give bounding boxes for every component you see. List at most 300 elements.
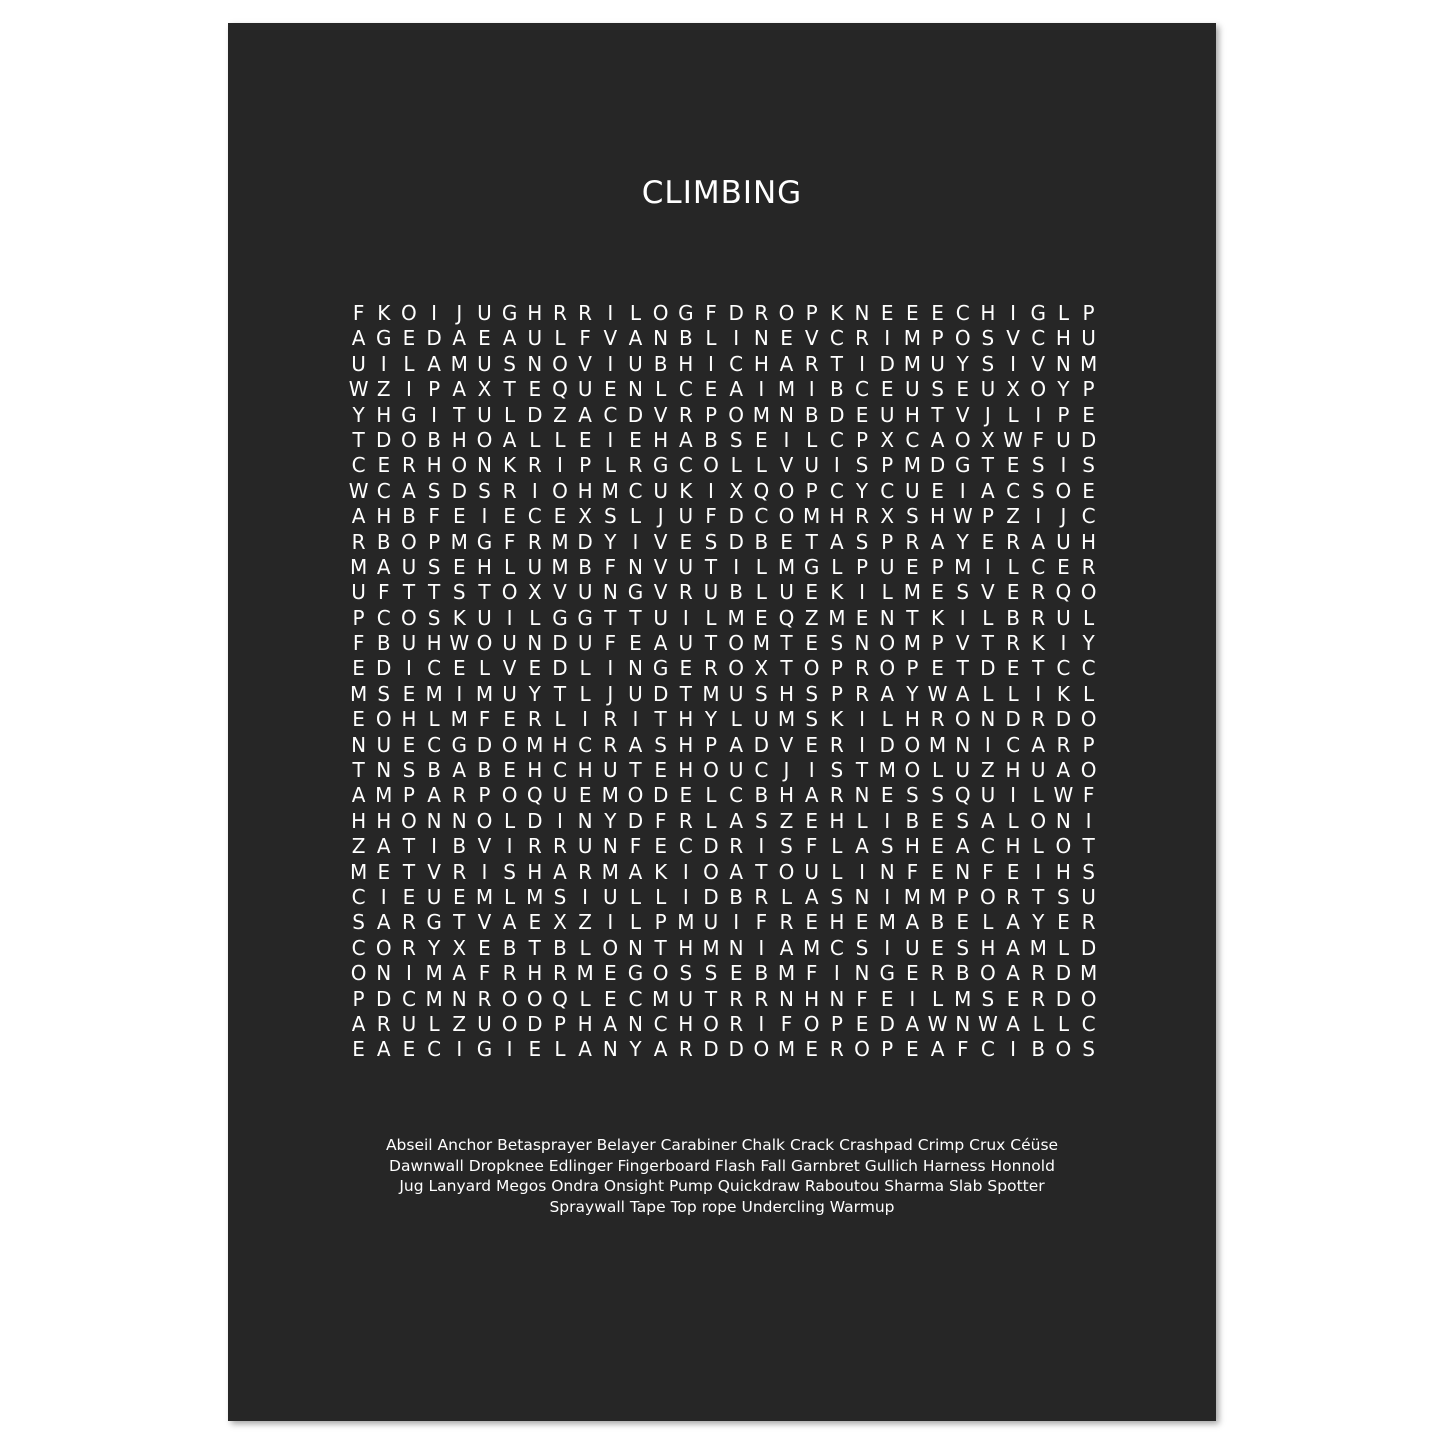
grid-letter: E: [931, 580, 944, 605]
grid-letter: L: [1007, 808, 1019, 833]
grid-letter: R: [502, 961, 517, 986]
grid-letter: D: [1080, 427, 1097, 452]
grid-letter: R: [729, 1011, 744, 1036]
grid-letter: G: [426, 910, 442, 935]
grid-letter: N: [627, 656, 643, 681]
grid-letter: S: [830, 631, 844, 656]
grid-letter: J: [1060, 504, 1067, 529]
grid-letter: P: [553, 1011, 566, 1036]
grid-letter: C: [1006, 732, 1021, 757]
grid-row: [346, 961, 1101, 986]
grid-letter: H: [678, 758, 694, 783]
grid-letter: V: [653, 529, 668, 554]
grid-letter: F: [705, 301, 717, 325]
grid-letter: P: [931, 326, 944, 351]
grid-letter: B: [376, 631, 391, 656]
grid-letter: P: [830, 1011, 843, 1036]
grid-letter: T: [981, 453, 994, 478]
grid-letter: O: [1080, 580, 1097, 605]
grid-letter: O: [703, 1011, 719, 1036]
grid-letter: L: [554, 707, 566, 732]
grid-letter: O: [501, 986, 518, 1011]
grid-letter: Y: [1057, 377, 1070, 402]
grid-letter: P: [1082, 377, 1095, 402]
grid-letter: I: [909, 986, 916, 1011]
grid-letter: O: [476, 808, 493, 833]
grid-letter: D: [728, 301, 744, 325]
grid-letter: O: [703, 859, 719, 884]
grid-letter: A: [804, 884, 819, 909]
grid-letter: R: [578, 859, 593, 884]
grid-letter: I: [733, 326, 740, 351]
grid-letter: E: [906, 1037, 919, 1062]
grid-letter: M: [777, 961, 796, 986]
grid-letter: E: [402, 884, 416, 909]
grid-letter: I: [380, 884, 387, 909]
grid-letter: M: [777, 707, 796, 732]
grid-letter: U: [401, 554, 417, 579]
grid-letter: S: [1057, 884, 1070, 909]
grid-letter: F: [654, 808, 667, 833]
grid-row: [346, 809, 1101, 834]
grid-letter: D: [476, 732, 493, 757]
grid-letter: J: [456, 301, 463, 325]
grid-letter: U: [477, 1011, 492, 1036]
grid-letter: E: [578, 783, 592, 808]
grid-letter: L: [1082, 681, 1095, 706]
grid-letter: G: [451, 732, 468, 757]
grid-letter: T: [679, 681, 692, 706]
grid-letter: M: [928, 884, 947, 909]
grid-letter: T: [956, 656, 969, 681]
grid-letter: E: [780, 326, 793, 351]
grid-letter: H: [527, 758, 543, 783]
grid-letter: E: [1006, 986, 1020, 1011]
grid-letter: D: [426, 326, 442, 351]
grid-letter: I: [431, 834, 438, 859]
grid-letter: V: [955, 402, 970, 427]
grid-letter: I: [859, 351, 865, 376]
grid-letter: W: [927, 681, 948, 706]
grid-letter: C: [955, 301, 970, 325]
grid-row: [346, 860, 1101, 885]
grid-letter: I: [859, 707, 865, 732]
grid-letter: C: [678, 453, 693, 478]
grid-letter: L: [1057, 1011, 1069, 1036]
grid-row: [346, 377, 1101, 402]
grid-letter: L: [780, 884, 793, 909]
grid-letter: C: [829, 326, 844, 351]
grid-letter: O: [1055, 1037, 1072, 1062]
word-list-line: Abseil Anchor Betasprayer Belayer Carabiner Chalk Crack Crashpad Crimp Crux Céüse: [385, 1136, 1059, 1154]
grid-letter: B: [427, 427, 441, 452]
grid-letter: H: [904, 834, 920, 859]
grid-letter: I: [1035, 681, 1042, 706]
grid-letter: H: [1055, 326, 1071, 351]
grid-letter: E: [880, 301, 894, 325]
grid-letter: A: [930, 1037, 945, 1062]
grid-letter: O: [602, 935, 619, 960]
grid-letter: B: [502, 935, 517, 960]
grid-letter: I: [959, 605, 966, 630]
grid-letter: R: [1031, 986, 1046, 1011]
grid-letter: R: [1006, 884, 1020, 909]
grid-row: [346, 453, 1101, 478]
grid-letter: D: [652, 783, 669, 808]
grid-letter: U: [477, 402, 492, 427]
grid-letter: E: [629, 631, 642, 656]
grid-letter: O: [778, 301, 795, 325]
grid-letter: M: [576, 961, 594, 986]
grid-letter: M: [475, 884, 494, 909]
grid-letter: E: [528, 377, 542, 402]
grid-letter: R: [754, 301, 769, 325]
grid-letter: O: [879, 656, 896, 681]
grid-letter: H: [829, 808, 845, 833]
grid-letter: H: [476, 554, 492, 579]
grid-letter: H: [527, 859, 543, 884]
grid-letter: A: [427, 351, 441, 376]
grid-letter: H: [980, 301, 996, 325]
grid-letter: K: [654, 859, 668, 884]
grid-letter: H: [778, 681, 795, 706]
grid-letter: M: [903, 580, 921, 605]
grid-letter: Y: [906, 681, 919, 706]
grid-letter: A: [1006, 1011, 1020, 1036]
grid-letter: I: [405, 961, 412, 986]
grid-letter: R: [829, 783, 844, 808]
grid-letter: A: [452, 961, 467, 986]
grid-letter: M: [349, 859, 368, 884]
grid-letter: T: [478, 580, 491, 605]
grid-letter: H: [527, 301, 543, 325]
grid-letter: O: [778, 504, 795, 529]
grid-letter: H: [426, 453, 442, 478]
grid-letter: R: [553, 961, 567, 986]
grid-letter: H: [376, 402, 392, 427]
grid-letter: U: [703, 910, 719, 935]
grid-letter: B: [930, 910, 945, 935]
grid-letter: B: [553, 935, 567, 960]
grid-letter: Y: [528, 681, 541, 706]
grid-letter: E: [1082, 402, 1095, 427]
grid-letter: C: [351, 884, 366, 909]
grid-letter: X: [527, 580, 542, 605]
grid-letter: D: [980, 656, 996, 681]
grid-letter: N: [829, 986, 845, 1011]
grid-letter: L: [1007, 402, 1019, 427]
grid-letter: U: [703, 580, 719, 605]
grid-letter: R: [1056, 732, 1071, 757]
grid-letter: R: [754, 884, 769, 909]
grid-letter: M: [551, 554, 569, 579]
grid-letter: C: [880, 478, 895, 503]
grid-letter: I: [632, 529, 639, 554]
grid-letter: E: [603, 986, 617, 1011]
grid-letter: U: [678, 504, 694, 529]
grid-letter: Z: [376, 377, 391, 402]
grid-letter: L: [881, 580, 893, 605]
grid-letter: N: [653, 326, 669, 351]
grid-letter: E: [805, 580, 818, 605]
grid-letter: C: [427, 1037, 442, 1062]
grid-letter: I: [506, 834, 513, 859]
grid-letter: M: [903, 631, 921, 656]
grid-letter: P: [906, 656, 919, 681]
grid-letter: C: [754, 504, 769, 529]
grid-letter: L: [755, 580, 767, 605]
grid-letter: E: [629, 427, 642, 452]
grid-letter: S: [1082, 1037, 1095, 1062]
grid-letter: S: [931, 377, 944, 402]
grid-letter: O: [476, 631, 493, 656]
grid-letter: B: [376, 529, 391, 554]
grid-letter: F: [604, 554, 617, 579]
grid-letter: R: [376, 1011, 391, 1036]
grid-letter: L: [579, 681, 591, 706]
grid-letter: N: [879, 859, 895, 884]
grid-letter: E: [528, 910, 542, 935]
grid-letter: E: [931, 859, 944, 884]
grid-letter: H: [1005, 834, 1021, 859]
grid-letter: H: [930, 504, 946, 529]
grid-letter: D: [829, 402, 845, 427]
grid-letter: E: [528, 1037, 542, 1062]
grid-letter: O: [401, 427, 417, 452]
grid-letter: O: [954, 326, 971, 351]
grid-letter: D: [879, 732, 895, 757]
grid-letter: O: [476, 427, 493, 452]
grid-letter: M: [450, 529, 468, 554]
grid-letter: A: [678, 427, 693, 452]
grid-letter: Y: [352, 402, 365, 427]
grid-letter: S: [553, 884, 567, 909]
grid-letter: L: [831, 834, 843, 859]
grid-letter: E: [1057, 554, 1070, 579]
grid-letter: S: [906, 783, 919, 808]
grid-letter: R: [603, 707, 618, 732]
grid-letter: L: [982, 910, 994, 935]
grid-letter: R: [855, 681, 869, 706]
grid-letter: O: [980, 884, 996, 909]
grid-letter: P: [881, 1037, 894, 1062]
grid-letter: I: [1010, 1037, 1016, 1062]
grid-letter: H: [678, 935, 694, 960]
grid-letter: G: [954, 453, 971, 478]
grid-letter: N: [426, 808, 442, 833]
grid-letter: A: [729, 808, 743, 833]
grid-letter: M: [1079, 351, 1098, 376]
grid-letter: I: [1035, 859, 1042, 884]
grid-letter: N: [376, 758, 392, 783]
grid-letter: R: [855, 504, 869, 529]
grid-letter: H: [829, 504, 845, 529]
grid-letter: E: [880, 783, 894, 808]
grid-letter: Q: [778, 605, 795, 630]
grid-letter: T: [704, 986, 718, 1011]
grid-letter: E: [755, 605, 768, 630]
grid-letter: L: [529, 427, 541, 452]
grid-letter: A: [553, 859, 567, 884]
grid-letter: W: [449, 631, 470, 656]
grid-letter: E: [880, 377, 894, 402]
grid-letter: U: [1081, 326, 1096, 351]
grid-letter: N: [854, 961, 870, 986]
grid-letter: O: [1030, 808, 1047, 833]
grid-letter: S: [377, 681, 391, 706]
grid-letter: N: [854, 301, 870, 325]
grid-letter: U: [879, 554, 895, 579]
grid-letter: E: [805, 732, 818, 757]
grid-letter: I: [1060, 631, 1067, 656]
grid-letter: G: [476, 1037, 493, 1062]
grid-letter: V: [427, 859, 441, 884]
grid-letter: V: [477, 834, 492, 859]
grid-row: [346, 783, 1101, 808]
grid-letter: B: [729, 580, 744, 605]
grid-letter: S: [805, 681, 819, 706]
grid-letter: T: [427, 580, 441, 605]
grid-letter: J: [783, 758, 790, 783]
grid-letter: C: [1081, 504, 1096, 529]
poster-title: CLIMBING: [641, 175, 803, 211]
grid-letter: Z: [553, 402, 567, 427]
grid-letter: E: [553, 504, 567, 529]
grid-letter: A: [930, 529, 945, 554]
grid-letter: M: [878, 910, 896, 935]
grid-letter: M: [803, 935, 821, 960]
grid-letter: L: [629, 910, 642, 935]
grid-letter: D: [1005, 707, 1021, 732]
grid-letter: J: [607, 681, 614, 706]
grid-letter: L: [504, 402, 516, 427]
grid-letter: Z: [981, 758, 995, 783]
grid-letter: P: [478, 783, 491, 808]
grid-letter: Y: [855, 478, 869, 503]
grid-letter: I: [884, 326, 891, 351]
grid-letter: H: [678, 732, 694, 757]
grid-letter: Y: [604, 529, 617, 554]
grid-letter: L: [579, 656, 591, 681]
grid-letter: N: [376, 961, 392, 986]
grid-letter: E: [956, 910, 970, 935]
grid-letter: M: [1029, 935, 1047, 960]
grid-letter: H: [577, 758, 593, 783]
grid-letter: O: [803, 656, 820, 681]
grid-letter: U: [678, 631, 694, 656]
grid-letter: M: [777, 1037, 796, 1062]
grid-letter: O: [552, 478, 568, 503]
grid-letter: O: [980, 961, 996, 986]
grid-letter: E: [352, 656, 365, 681]
grid-letter: R: [578, 301, 593, 325]
grid-letter: O: [627, 783, 644, 808]
grid-letter: K: [1056, 681, 1070, 706]
grid-row: [346, 682, 1101, 707]
grid-letter: E: [503, 758, 516, 783]
grid-letter: S: [402, 758, 416, 783]
grid-letter: S: [427, 554, 441, 579]
grid-letter: L: [428, 707, 440, 732]
grid-letter: N: [527, 631, 543, 656]
grid-row: [346, 885, 1101, 910]
grid-letter: C: [754, 758, 769, 783]
grid-letter: S: [830, 758, 844, 783]
grid-letter: S: [780, 834, 793, 859]
grid-letter: D: [527, 808, 543, 833]
grid-letter: R: [553, 301, 567, 325]
grid-letter: H: [753, 351, 769, 376]
grid-letter: M: [526, 884, 544, 909]
grid-letter: D: [552, 631, 568, 656]
grid-letter: L: [655, 884, 667, 909]
grid-letter: E: [603, 961, 617, 986]
grid-letter: M: [903, 351, 921, 376]
grid-letter: R: [729, 986, 744, 1011]
grid-letter: D: [728, 529, 744, 554]
grid-letter: T: [352, 427, 365, 452]
grid-letter: D: [879, 351, 895, 376]
grid-letter: A: [1031, 529, 1046, 554]
grid-letter: L: [579, 986, 591, 1011]
grid-letter: C: [552, 758, 567, 783]
grid-letter: M: [903, 326, 921, 351]
grid-letter: L: [931, 986, 944, 1011]
grid-letter: Q: [954, 783, 971, 808]
grid-letter: C: [829, 935, 844, 960]
grid-letter: H: [778, 783, 795, 808]
grid-letter: H: [904, 707, 920, 732]
grid-letter: P: [855, 554, 869, 579]
grid-letter: H: [577, 478, 593, 503]
grid-letter: I: [1010, 351, 1016, 376]
grid-letter: W: [927, 1011, 948, 1036]
grid-letter: R: [527, 707, 542, 732]
grid-letter: X: [553, 910, 567, 935]
grid-letter: T: [1032, 884, 1045, 909]
grid-letter: C: [729, 351, 744, 376]
grid-letter: P: [579, 453, 592, 478]
grid-letter: N: [476, 453, 492, 478]
grid-letter: L: [881, 707, 893, 732]
grid-letter: A: [452, 758, 467, 783]
grid-letter: T: [553, 681, 567, 706]
grid-letter: M: [601, 478, 619, 503]
grid-letter: B: [804, 402, 819, 427]
word-list-line: Dawnwall Dropknee Edlinger Fingerboard Flash Fall Garnbret Gullich Harness Honnold: [389, 1156, 1055, 1175]
grid-row: [346, 403, 1101, 428]
grid-letter: S: [855, 453, 869, 478]
grid-letter: Q: [552, 377, 568, 402]
grid-letter: K: [1031, 631, 1045, 656]
grid-letter: L: [403, 351, 415, 376]
grid-letter: E: [981, 529, 995, 554]
grid-letter: R: [401, 453, 416, 478]
grid-letter: E: [729, 961, 743, 986]
grid-letter: N: [779, 986, 794, 1011]
grid-letter: A: [729, 859, 743, 884]
grid-letter: E: [931, 656, 944, 681]
grid-letter: O: [753, 1037, 770, 1062]
grid-letter: F: [579, 326, 591, 351]
grid-letter: I: [859, 580, 865, 605]
grid-letter: A: [376, 554, 391, 579]
grid-letter: O: [879, 631, 896, 656]
grid-letter: D: [1080, 935, 1097, 960]
grid-letter: E: [906, 554, 919, 579]
grid-letter: U: [527, 554, 543, 579]
grid-letter: W: [952, 504, 973, 529]
